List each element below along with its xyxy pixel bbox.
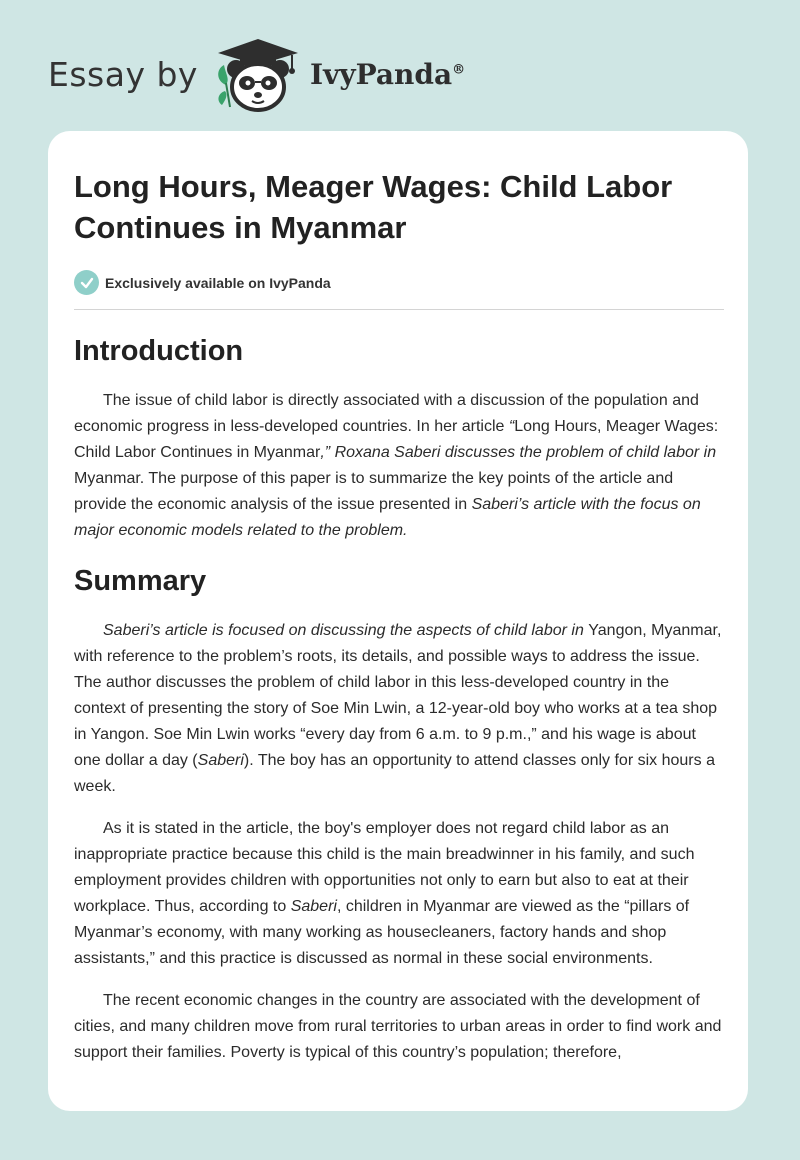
brand-name[interactable]: IvyPanda® [309, 57, 466, 91]
essay-title: Long Hours, Meager Wages: Child Labor Continues in Myanmar [74, 169, 673, 245]
paragraph: As it is stated in the article, the boy's employer does not regard child labor as an inappropriate practice because this child is the main breadwinner in his family, and such employment provides children with opportunities not only to earn but also to eat at their workplace. Thus, according to Saberi, children in Myanmar are viewed as the “pillars of Myanmar’s economy, with many working as housecleaners, factory hands and shop assistants,” and this practice is discussed as normal in these social environments. [74, 820, 695, 967]
exclusive-badge [74, 270, 724, 295]
essay-card [48, 131, 748, 1111]
check-badge-icon [74, 270, 99, 295]
badge-text: Exclusively available on IvyPanda [105, 274, 331, 291]
divider [74, 309, 724, 310]
paragraph: The recent economic changes in the country are associated with the development of cities, and many children move from rural territories to urban areas in order to find work and support their families. Poverty is typical of this country’s population; therefore, [74, 992, 722, 1061]
panda-logo-icon[interactable] [212, 35, 304, 113]
site-header [48, 34, 548, 114]
paragraph: The issue of child labor is directly associated with a discussion of the population and economic progress in less-developed countries. In her article “Long Hours, Meager Wages: Child Labor Continues in Myanmar,” Roxana Saberi discusses the problem of child labor in Myanmar. The purpose of this paper is to summarize the key points of the article and provide the economic analysis of the issue presented in Saberi’s article with the focus on major economic models related to the problem. [74, 392, 719, 539]
essay-by-label: Essay by [48, 54, 198, 94]
section-heading-summary: Summary [74, 565, 207, 597]
section-heading-introduction: Introduction [74, 335, 244, 367]
paragraph: Saberi’s article is focused on discussing the aspects of child labor in Yangon, Myanmar, with reference to the problem’s roots, its details, and possible ways to address the issue. The author discusses the problem of child labor in this less-developed country in the context of presenting the story of Soe Min Lwin, a 12-year-old boy who works at a tea shop in Yangon. Soe Min Lwin works “every day from 6 a.m. to 9 p.m.,” and his wage is about one dollar a day (Saberi). The boy has an opportunity to attend classes only for six hours a week. [74, 622, 722, 795]
